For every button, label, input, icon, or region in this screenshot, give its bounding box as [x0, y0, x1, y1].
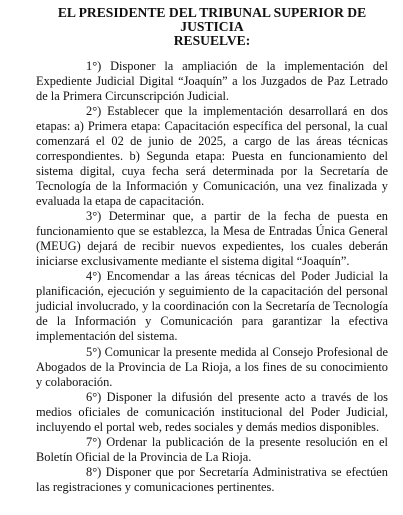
article-8: 8°) Disponer que por Secretaría Administrativa se efectúen las registraciones y comunicaciones pertinentes.	[36, 464, 388, 494]
article-6: 6°) Disponer la difusión del presente acto a través de los medios oficiales de comunicación institucional del Poder Judicial, incluyendo el portal web, redes sociales y demás medios disponibles.	[36, 389, 388, 434]
article-7: 7°) Ordenar la publicación de la presente resolución en el Boletín Oficial de la Provincia de La Rioja.	[36, 434, 388, 464]
article-5: 5°) Comunicar la presente medida al Consejo Profesional de Abogados de la Provincia de La Rioja, a los fines de su conocimiento y colaboración.	[36, 344, 388, 389]
article-2: 2°) Establecer que la implementación desarrollará en dos etapas: a) Primera etapa: Capacitación específica del personal, la cual comenzará el 02 de junio de 2025, a cargo de las áreas técnicas correspondientes. b) Segunda etapa: Puesta en funcionamiento del sistema digital, cuya fecha será determinada por la Secretaría de Tecnología de la Información y Comunicación, una vez finalizada y evaluada la etapa de capacitación.	[36, 103, 388, 209]
heading-resuelve: RESUELVE:	[173, 33, 251, 49]
article-4: 4°) Encomendar a las áreas técnicas del Poder Judicial la planificación, ejecución y seguimiento de la capacitación del personal judicial involucrado, y la coordinación con la Secretaría de Tecnología de la Información y Comunicación para garantizar la efectiva implementación del sistema.	[36, 269, 388, 344]
heading-title-line-2: JUSTICIA	[180, 19, 244, 35]
heading-title-line-1: EL PRESIDENTE DEL TRIBUNAL SUPERIOR DE	[57, 5, 367, 20]
article-1: 1°) Disponer la ampliación de la implementación del Expediente Judicial Digital “Joaquín” a los Juzgados de Paz Letrado de la Primera Circunscripción Judicial.	[36, 58, 388, 103]
resolution-document	[36, 6, 388, 495]
article-3: 3°) Determinar que, a partir de la fecha de puesta en funcionamiento que se establezca, la Mesa de Entradas Única General (MEUG) dejará de recibir nuevos expedientes, los cuales deberán iniciarse exclusivamente mediante el sistema digital “Joaquín”.	[36, 209, 388, 269]
